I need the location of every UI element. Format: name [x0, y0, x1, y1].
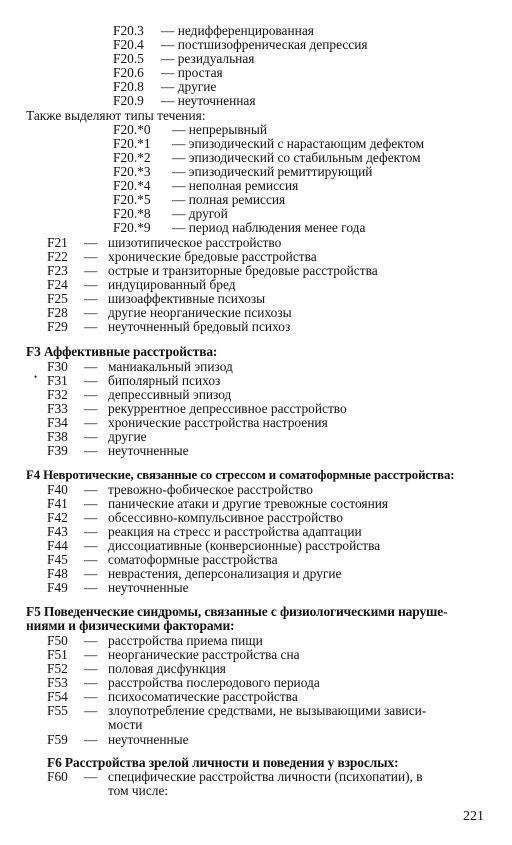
list-item: F25 — шизоаффективные психозы [47, 291, 266, 306]
list-item: F49 — неуточненные [47, 580, 189, 595]
list-item: F42 — обсессивно-компульсивное расстройство [47, 510, 343, 525]
list-item: F20.8 — другие [113, 79, 217, 94]
list-item: F20.*9 — период наблюдения менее года [113, 220, 366, 235]
list-item: F20.*3 — эпизодический ремиттирующий [113, 164, 373, 179]
list-item: F41 — панические атаки и другие тревожные состояния [47, 496, 389, 511]
list-item: F33 — рекуррентное депрессивное расстройство [47, 401, 347, 416]
course-intro: Также выделяют типы течения: [26, 108, 206, 123]
list-item: F20.*1 — эпизодический с нарастающим дефектом [113, 136, 425, 151]
list-item: F43 — реакция на стресс и расстройства адаптации [47, 524, 362, 539]
list-item: F55 — злоупотребление средствами, не вызывающими зависи- [47, 703, 427, 718]
section-heading-f5: F5 Поведенческие синдромы, связанные с физиологическими наруше- [26, 604, 448, 619]
list-item: F20.6 — простая [113, 65, 223, 80]
list-item: F28 — другие неорганические психозы [47, 305, 292, 320]
list-item: F20.9 — неуточненная [113, 93, 256, 108]
list-item: F50 — расстройства приема пищи [47, 633, 263, 648]
list-item-continuation: том числе: [108, 783, 169, 798]
section-heading-f4: F4 Невротические, связанные со стрессом и соматоформные расстройства: [26, 468, 455, 482]
list-item: F24 — индуцированный бред [47, 277, 236, 292]
list-item: F20.4 — постшизофреническая депрессия [113, 37, 368, 52]
list-item: F38 — другие [47, 429, 147, 444]
list-item: F21 — шизотипическое расстройство [47, 235, 282, 250]
list-item: F51 — неорганические расстройства сна [47, 647, 300, 662]
list-item: F20.3 — недифференцированная [113, 23, 314, 38]
list-item: F44 — диссоциативные (конверсионные) расстройства [47, 538, 381, 553]
list-item: F54 — психосоматические расстройства [47, 689, 298, 704]
page-number: 221 [463, 809, 484, 824]
section-heading-f3: F3 Аффективные расстройства: [26, 344, 218, 359]
list-item: F30 — маниакальный эпизод [47, 359, 233, 374]
list-item: F34 — хронические расстройства настроения [47, 415, 328, 430]
list-item: F20.5 — резидуальная [113, 51, 255, 66]
list-item: F32 — депрессивный эпизод [47, 387, 232, 402]
list-item-continuation: мости [108, 717, 143, 732]
list-item: F31 — биполярный психоз [47, 373, 221, 388]
list-item: F39 — неуточненные [47, 443, 189, 458]
list-item: F40 — тревожно-фобическое расстройство [47, 482, 313, 497]
list-item: F20.*0 — непрерывный [113, 122, 267, 137]
list-item: F23 — острые и транзиторные бредовые расстройства [47, 263, 378, 278]
section-heading-f6: F6 Расстройства зрелой личности и поведения у взрослых: [47, 755, 399, 770]
list-item: F20.*4 — неполная ремиссия [113, 178, 299, 193]
list-item: F20.*8 — другой [113, 206, 228, 221]
list-item: F45 — соматоформные расстройства [47, 552, 278, 567]
list-item: F52 — половая дисфункция [47, 661, 226, 676]
list-item: F60 — специфические расстройства личности (психопатии), в [47, 769, 423, 784]
list-item: F48 — неврастения, деперсонализация и другие [47, 566, 342, 581]
list-item: F29 — неуточненный бредовый психоз [47, 319, 291, 334]
margin-mark: • [34, 372, 38, 382]
section-heading-f5-cont: ниями и физическими факторами: [26, 618, 235, 633]
list-item: F59 — неуточненные [47, 732, 189, 747]
list-item: F53 — расстройства послеродового периода [47, 675, 320, 690]
list-item: F20.*2 — эпизодический со стабильным дефектом [113, 150, 421, 165]
list-item: F22 — хронические бредовые расстройства [47, 249, 317, 264]
list-item: F20.*5 — полная ремиссия [113, 192, 286, 207]
